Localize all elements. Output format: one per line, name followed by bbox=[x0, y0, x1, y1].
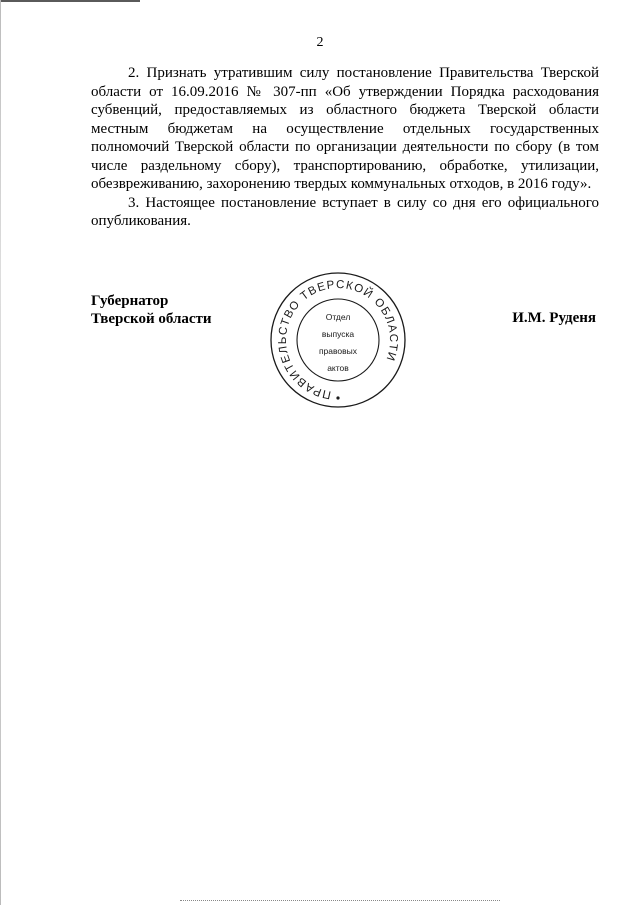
stamp-ring-text: ПРАВИТЕЛЬСТВО ТВЕРСКОЙ ОБЛАСТИ bbox=[277, 278, 400, 401]
stamp-outer-ring bbox=[271, 273, 405, 407]
stamp-center-line-4: актов bbox=[327, 363, 349, 373]
official-stamp bbox=[268, 270, 408, 410]
stamp-star-dot bbox=[336, 396, 339, 399]
stamp-center-line-1: Отдел bbox=[325, 312, 351, 322]
scan-edge-top bbox=[0, 0, 140, 2]
scan-edge-left bbox=[0, 0, 1, 905]
paragraph-2: 2. Признать утратившим силу постановление Правительства Тверской области от 16.09.2016 № 307-пп «Об утверждении Порядка расходования субвенций, предоставляемых из областного бюджета Тверской области местным бюджетам на осуществление отдельных государственных полномочий Тверской области по организации деятельности по сбору (в том числе раздельному сбору), транспортированию, обработке, утилизации, обезвреживанию, захоронению твердых коммунальных отходов, в 2016 году». bbox=[91, 65, 599, 192]
stamp-center-line-2: выпуска bbox=[321, 329, 355, 339]
document-body bbox=[91, 64, 599, 231]
signature-title bbox=[91, 292, 212, 328]
stamp-center-line-3: правовых bbox=[318, 346, 358, 356]
scan-dots-bottom bbox=[180, 900, 500, 902]
page-number: 2 bbox=[316, 35, 324, 50]
paragraph-3: 3. Настоящее постановление вступает в силу со дня его официального опубликования. bbox=[91, 194, 599, 229]
signature-name: И.М. Руденя bbox=[512, 310, 596, 326]
signature-title-line-1: Губернатор bbox=[91, 293, 169, 309]
signature-title-line-2: Тверской области bbox=[91, 311, 212, 327]
